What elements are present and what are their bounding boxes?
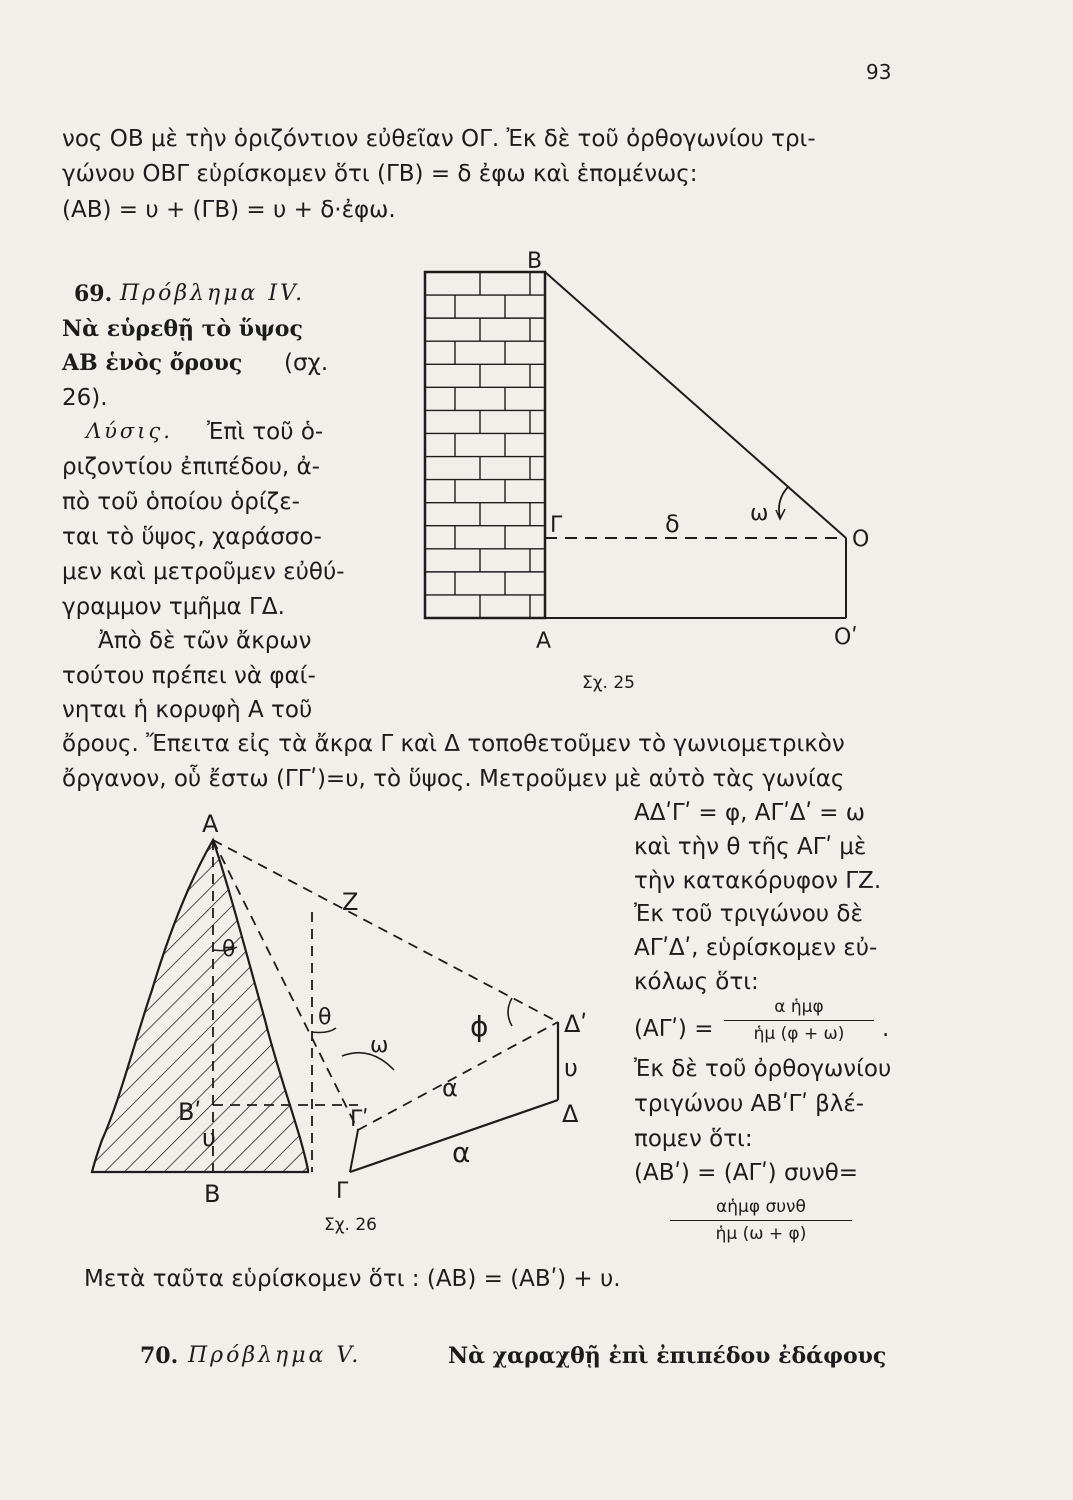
label-A: Α (202, 810, 219, 838)
formula-period: . (882, 1016, 890, 1042)
text-line: (ΑΒ) = υ + (ΓΒ) = υ + δ·ἐφω. (62, 197, 396, 223)
figure-reference: (σχ. (284, 350, 329, 376)
text-line: καὶ τὴν θ τῆς ΑΓʹ μὲ (634, 834, 867, 860)
label-upsilon-right: υ (564, 1054, 578, 1082)
label-G: Γ (336, 1179, 349, 1204)
text-line: (ΑΒʹ) = (ΑΓʹ) συνθ= (634, 1160, 859, 1186)
figure-25-wall-diagram (410, 240, 890, 700)
formula-fraction (724, 997, 874, 1044)
page-number: 93 (866, 60, 892, 84)
text-line: πὸ τοῦ ὁποίου ὁρίζε- (62, 489, 300, 515)
formula-lhs: (ΑΓʹ) = (634, 1016, 714, 1042)
text-line: νος ΟΒ μὲ τὴν ὁριζόντιον εὐθεῖαν ΟΓ. Ἐκ δὲ τοῦ ὀρθογωνίου τρι- (62, 126, 816, 152)
text-line: πομεν ὅτι: (634, 1126, 753, 1152)
line-G-Gprime (350, 1130, 358, 1172)
text-line: Ἐκ δὲ τοῦ ὀρθογωνίου (634, 1056, 892, 1082)
label-omega: ω (750, 501, 769, 526)
text-line: γώνου ΟΒΓ εὑρίσκομεν ὅτι (ΓΒ) = δ ἐφω καὶ ἑπομένως: (62, 161, 698, 187)
label-Oprime: Οʹ (834, 625, 858, 650)
label-theta-top: θ (222, 937, 236, 962)
problem-title: Πρόβλημα V. (188, 1343, 362, 1368)
label-B: Β (527, 249, 543, 274)
brick-wall (425, 272, 545, 618)
solution-label: Λύσις. (86, 419, 173, 443)
formula-denominator: ἡμ (ω + φ) (715, 1224, 807, 1244)
line-B-O (545, 272, 846, 538)
formula-numerator: α ἡμφ (724, 997, 874, 1021)
figure-caption: Σχ. 25 (582, 673, 636, 693)
text-line: τούτου πρέπει νὰ φαί- (62, 663, 316, 689)
label-omega: ω (370, 1033, 389, 1058)
problem-statement: ΑΒ ἑνὸς ὄρους (62, 350, 243, 376)
text-line: κόλως ὅτι: (634, 969, 759, 995)
label-delta: δ (665, 510, 680, 538)
angle-phi-arc (508, 998, 512, 1026)
problem-title: Πρόβλημα IV. (120, 281, 306, 306)
text-line: Ἐπὶ τοῦ ὁ- (207, 419, 324, 445)
label-theta-mid: θ (318, 1005, 332, 1030)
problem-number: 70. (140, 1343, 179, 1369)
text-line: ὄργανον, οὗ ἔστω (ΓΓʹ)=υ, τὸ ὕψος. Μετροῦμεν μὲ αὐτὸ τὰς γωνίας (62, 766, 845, 792)
text-line: τριγώνου ΑΒʹΓʹ βλέ- (634, 1091, 865, 1117)
label-A: Α (536, 629, 552, 654)
label-Z: Ζ (342, 888, 359, 916)
label-Gprime: Γʹ (350, 1107, 369, 1132)
label-Bprime: Βʹ (178, 1098, 202, 1126)
label-alpha-bottom: α (452, 1136, 471, 1169)
text-line: νηται ἡ κορυφὴ Α τοῦ (62, 697, 313, 723)
angle-omega-arrow (776, 509, 785, 519)
label-phi: ϕ (470, 1010, 489, 1043)
label-B: Β (204, 1180, 221, 1208)
text-line: ΑΔʹΓʹ = φ, ΑΓʹΔʹ = ω (634, 800, 866, 826)
problem-statement: Νὰ χαραχθῇ ἐπὶ ἐπιπέδου ἐδάφους (448, 1343, 887, 1369)
text-line: Ἐκ τοῦ τριγώνου δὲ (634, 901, 863, 927)
label-G: Γ (550, 513, 563, 538)
text-line: ΑΓʹΔʹ, εὑρίσκομεν εὐ- (634, 935, 878, 961)
label-O: Ο (852, 527, 870, 552)
text-line: Ἀπὸ δὲ τῶν ἄκρων (98, 628, 312, 654)
label-Dprime: Δʹ (564, 1010, 588, 1038)
conclusion-line: Μετὰ ταῦτα εὑρίσκομεν ὅτι : (ΑΒ) = (ΑΒʹ) + υ. (84, 1266, 621, 1292)
dashed-line-A-Dprime (213, 840, 558, 1022)
figure-reference: 26). (62, 385, 108, 411)
label-upsilon-left: υ (202, 1124, 216, 1152)
figure-26-mountain-diagram (80, 800, 620, 1240)
text-line: μεν καὶ μετροῦμεν εὐθύ- (62, 559, 345, 585)
label-alpha-mid: α (442, 1074, 458, 1102)
problem-number: 69. (74, 281, 113, 307)
text-line: ὄρους. Ἔπειτα εἰς τὰ ἄκρα Γ καὶ Δ τοποθετοῦμεν τὸ γωνιομετρικὸν (62, 731, 845, 757)
problem-statement: Νὰ εὑρεθῇ τὸ ὕψος (62, 316, 303, 342)
text-line: γραμμον τμῆμα ΓΔ. (62, 594, 285, 620)
formula-numerator: αἡμφ συνθ (670, 1197, 852, 1221)
text-line: τὴν κατακόρυφον ΓΖ. (634, 868, 882, 894)
formula-denominator: ἡμ (φ + ω) (753, 1024, 845, 1044)
figure-caption: Σχ. 26 (324, 1215, 378, 1235)
label-Delta: Δ (562, 1100, 579, 1128)
text-line: ται τὸ ὕψος, χαράσσο- (62, 524, 322, 550)
text-line: ριζοντίου ἐπιπέδου, ἀ- (62, 454, 321, 480)
formula-fraction (670, 1197, 852, 1244)
